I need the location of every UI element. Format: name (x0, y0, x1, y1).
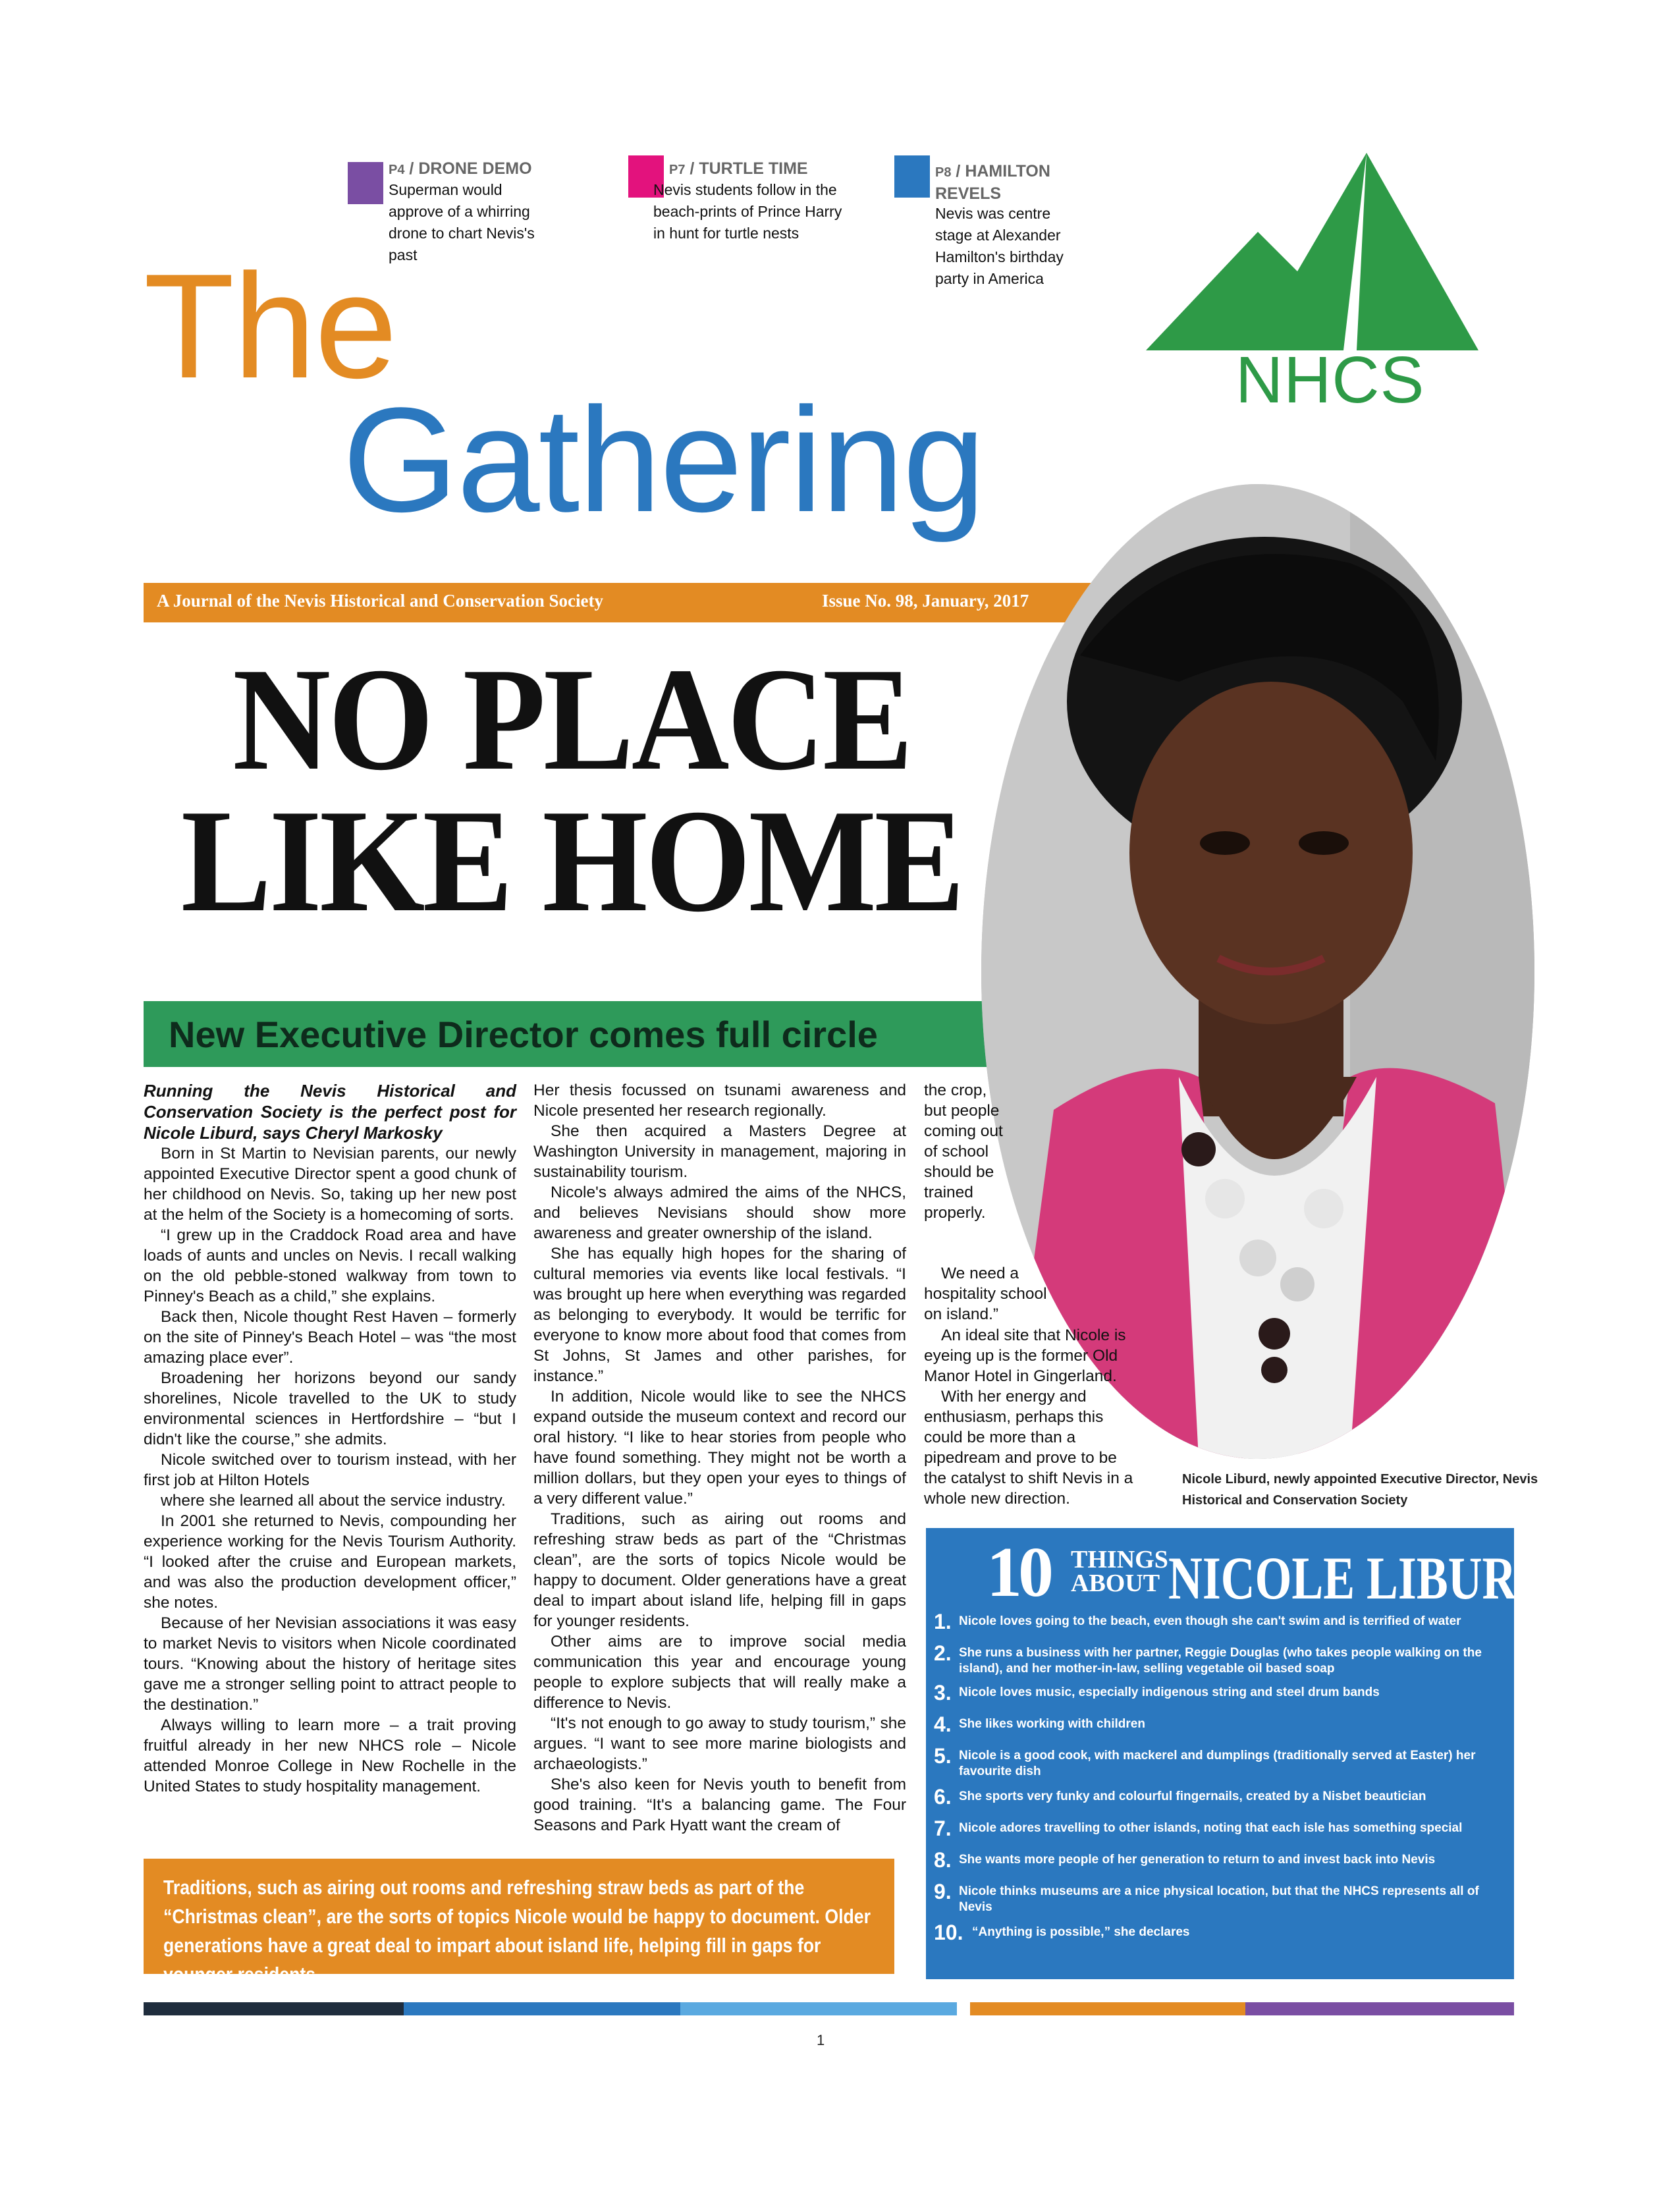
article-paragraph: Nicole's always admired the aims of the NHCS, and believes Nevisians should show more awareness and greater ownership of the island. (533, 1184, 906, 1242)
list-item (934, 1785, 1507, 1813)
teaser-text: Nevis was centre stage at Alexander Hamilton's birthday party in America (935, 205, 1064, 287)
item-text: Nicole adores travelling to other islands, noting that each isle has something special (959, 1821, 1463, 1835)
teaser-tag: P4 / DRONE DEMO (389, 159, 532, 178)
article-paragraph: She's also keen for Nevis youth to benefit from good training. “It's a balancing game. The Four Seasons and Park Hyatt want the cream of (533, 1776, 906, 1834)
list-item (934, 1744, 1507, 1780)
article-paragraph: Her thesis focussed on tsunami awareness and Nicole presented her research regionally. (533, 1081, 906, 1120)
item-text: “Anything is possible,” she declares (972, 1925, 1190, 1939)
deck-banner (144, 1001, 1039, 1067)
item-number: 7. (934, 1817, 952, 1840)
item-text: Nicole loves going to the beach, even though she can't swim and is terrified of water (959, 1614, 1461, 1628)
item-number: 3. (934, 1681, 952, 1705)
article-paragraph: Traditions, such as airing out rooms and refreshing straw beds as part of the “Christmas clean”, are the sorts of topics Nicole would be happy to document. Older generations have a great deal to impart about island life, helping fill in gaps for younger residents. (533, 1510, 906, 1630)
masthead-the: The (144, 242, 396, 409)
pull-quote-box (144, 1859, 894, 1986)
article-paragraph: She then acquired a Masters Degree at Washington University in management, majoring in sustainability tourism. (533, 1122, 906, 1181)
article-paragraph: She has equally high hopes for the sharing of cultural memories via events like local festivals. “I was brought up here when everything was regarded as belonging to everybody. It would be terrific for everyone to know more about food that comes from St Johns, St James and other parishes, for instance.” (533, 1245, 906, 1385)
list-item (934, 1848, 1507, 1876)
item-text: She sports very funky and colourful fingernails, created by a Nisbet beautician (959, 1790, 1426, 1803)
teaser-page: P4 (389, 163, 405, 177)
strap-issue: Issue No. 98, January, 2017 (822, 591, 1029, 611)
article-paragraph: “It's not enough to go away to study tourism,” she argues. “I want to see more marine biologists and archaeologists.” (533, 1714, 906, 1773)
list-item (934, 1681, 1507, 1708)
nhcs-mountain-logo (1146, 153, 1482, 350)
teaser-title: HAMILTON REVELS (935, 162, 1050, 203)
page-number: 1 (817, 2032, 825, 2048)
list-item (934, 1610, 1507, 1637)
teaser-swatch-blue (894, 155, 930, 198)
item-number: 9. (934, 1880, 952, 1903)
article-paragraph: Born in St Martin to Nevisian parents, our newly appointed Executive Director spent a good chunk of her childhood on Nevis. So, taking up her new post at the helm of the Society is a homecoming of sorts. (144, 1145, 516, 1224)
ten-things-box (926, 1528, 1551, 1979)
footer-bar-orange (970, 2002, 1245, 2015)
pull-quote-text: Traditions, such as airing out rooms and refreshing straw beds as part of the “Christmas clean”, are the sorts of topics Nicole would be happy to document. Older generations have a great deal to impart about island life, helping fill in gaps for younger residents. (163, 1876, 871, 1986)
article-paragraph: Back then, Nicole thought Rest Haven – formerly on the site of Pinney's Beach Hotel – was “the most amazing place ever”. (144, 1308, 516, 1367)
article-paragraph: “I grew up in the Craddock Road area and have loads of aunts and uncles on Nevis. I recall walking on the old pebble-stoned walkway from town to Pinney's Beach as a child,” she explains. (144, 1226, 516, 1305)
list-item (934, 1817, 1507, 1844)
item-text: She runs a business with her partner, Reggie Douglas (who takes people walking on the island), and her mother-in-law, selling vegetable oil based soap (959, 1646, 1482, 1676)
item-text: Nicole thinks museums are a nice physical location, but that the NHCS represents all of Nevis (959, 1884, 1479, 1914)
strap-journal-name: A Journal of the Nevis Historical and Conservation Society (157, 591, 603, 611)
ten-things-list (934, 1610, 1507, 1948)
item-text: She likes working with children (959, 1717, 1145, 1731)
article-paragraph: With her energy and enthusiasm, perhaps this could be more than a pipedream and prove to be the catalyst to shift Nevis in a whole new direction. (924, 1388, 1133, 1508)
portrait-photo (981, 484, 1534, 1459)
portrait-oval (981, 484, 1534, 1459)
article-column-3a (924, 1080, 1011, 1223)
article-standfirst: Running the Nevis Historical and Conservation Society is the perfect post for Nicole Liburd, says Cheryl Markosky (144, 1081, 516, 1143)
item-number: 4. (934, 1712, 952, 1736)
masthead-gathering: Gathering (342, 376, 985, 543)
teaser-text: Superman would approve of a whirring drone to chart Nevis's past (389, 181, 535, 263)
item-number: 5. (934, 1744, 952, 1768)
footer-bar-blue (404, 2002, 680, 2015)
article-column-3b (924, 1263, 1062, 1325)
headline-line-1: NO PLACE (232, 638, 911, 801)
article-paragraph: Because of her Nevisian associations it was easy to market Nevis to visitors when Nicole coordinated tours. “Knowing about the history of heritage sites gave me a stronger selling point to attract people to the destination.” (144, 1614, 516, 1714)
footer-bar-purple (1245, 2002, 1514, 2015)
item-text: Nicole is a good cook, with mackerel and dumplings (traditionally served at Easter) her favourite dish (959, 1749, 1476, 1778)
item-number: 8. (934, 1848, 952, 1872)
teaser-tag: P7 / TURTLE TIME (669, 159, 808, 178)
article-column-2 (533, 1080, 906, 1836)
article-paragraph: An ideal site that Nicole is eyeing up is the former Old Manor Hotel in Gingerland. (924, 1326, 1126, 1385)
article-paragraph: Nicole switched over to tourism instead, with her first job at Hilton Hotels (144, 1451, 516, 1489)
ten-things-small-top: THINGS (1071, 1546, 1168, 1573)
ten-things-small (1071, 1548, 1168, 1595)
article-paragraph: In 2001 she returned to Nevis, compounding her experience working for the Nevis Tourism Authority. “I looked after the cruise and European markets, and was also the production development officer,” she notes. (144, 1512, 516, 1612)
item-number: 1. (934, 1610, 952, 1633)
item-text: Nicole loves music, especially indigenous string and steel drum bands (959, 1685, 1380, 1699)
teaser-title: TURTLE TIME (699, 159, 808, 178)
article-paragraph: the crop, but people coming out of school should be trained properly. (924, 1081, 1003, 1222)
article-paragraph: Other aims are to improve social media communication this year and encourage young people to explore subjects that will really make a difference to Nevis. (533, 1633, 906, 1712)
teaser-text: Nevis students follow in the beach-prints of Prince Harry in hunt for turtle nests (653, 181, 842, 242)
article-paragraph: Broadening her horizons beyond our sandy shorelines, Nicole travelled to the UK to study environmental sciences in Hertfordshire – “but I didn't like the course,” she admits. (144, 1369, 516, 1448)
ten-things-number: 10 (987, 1533, 1050, 1612)
article-paragraph: Always willing to learn more – a trait proving fruitful already in her new NHCS role – Nicole attended Monroe College in New Rochelle in the United States to study hospitality management. (144, 1716, 516, 1795)
article-column-1 (144, 1080, 516, 1797)
list-item (934, 1712, 1507, 1740)
headline-line-2: LIKE HOME (180, 779, 963, 943)
teaser-title: DRONE DEMO (418, 159, 532, 178)
teaser-page: P7 (669, 163, 686, 177)
article-paragraph: where she learned all about the service industry. (161, 1492, 506, 1510)
article-paragraph: We need a hospitality school on island.” (924, 1265, 1047, 1323)
teaser-page: P8 (935, 165, 952, 180)
item-text: She wants more people of her generation to return to and invest back into Nevis (959, 1853, 1436, 1867)
footer-bar-lightblue (680, 2002, 957, 2015)
portrait-illustration (981, 484, 1534, 1459)
list-item (934, 1921, 1507, 1948)
ten-things-name: NICOLE LIBURD (1168, 1544, 1551, 1612)
article-paragraph: In addition, Nicole would like to see the NHCS expand outside the museum context and record our oral history. “I like to hear stories from people who have found something. They might not be worth a million dollars, but they open your eyes to things of a very different value.” (533, 1388, 906, 1508)
teaser-swatch-purple (348, 162, 383, 204)
ten-things-small-bottom: ABOUT (1071, 1570, 1160, 1597)
nhcs-logo-text: NHCS (1235, 343, 1425, 417)
item-number: 6. (934, 1785, 952, 1809)
item-number: 2. (934, 1641, 952, 1665)
photo-caption: Nicole Liburd, newly appointed Executive Director, Nevis Historical and Conservation Society (1182, 1472, 1538, 1508)
list-item (934, 1880, 1507, 1915)
article-column-3c (924, 1325, 1135, 1509)
footer-bar-navy (144, 2002, 404, 2015)
item-number: 10. (934, 1921, 963, 1944)
list-item (934, 1641, 1507, 1677)
main-headline (178, 638, 965, 943)
deck-text: New Executive Director comes full circle (169, 1014, 878, 1055)
teaser-tag: P8 / HAMILTON REVELS (935, 162, 1050, 203)
